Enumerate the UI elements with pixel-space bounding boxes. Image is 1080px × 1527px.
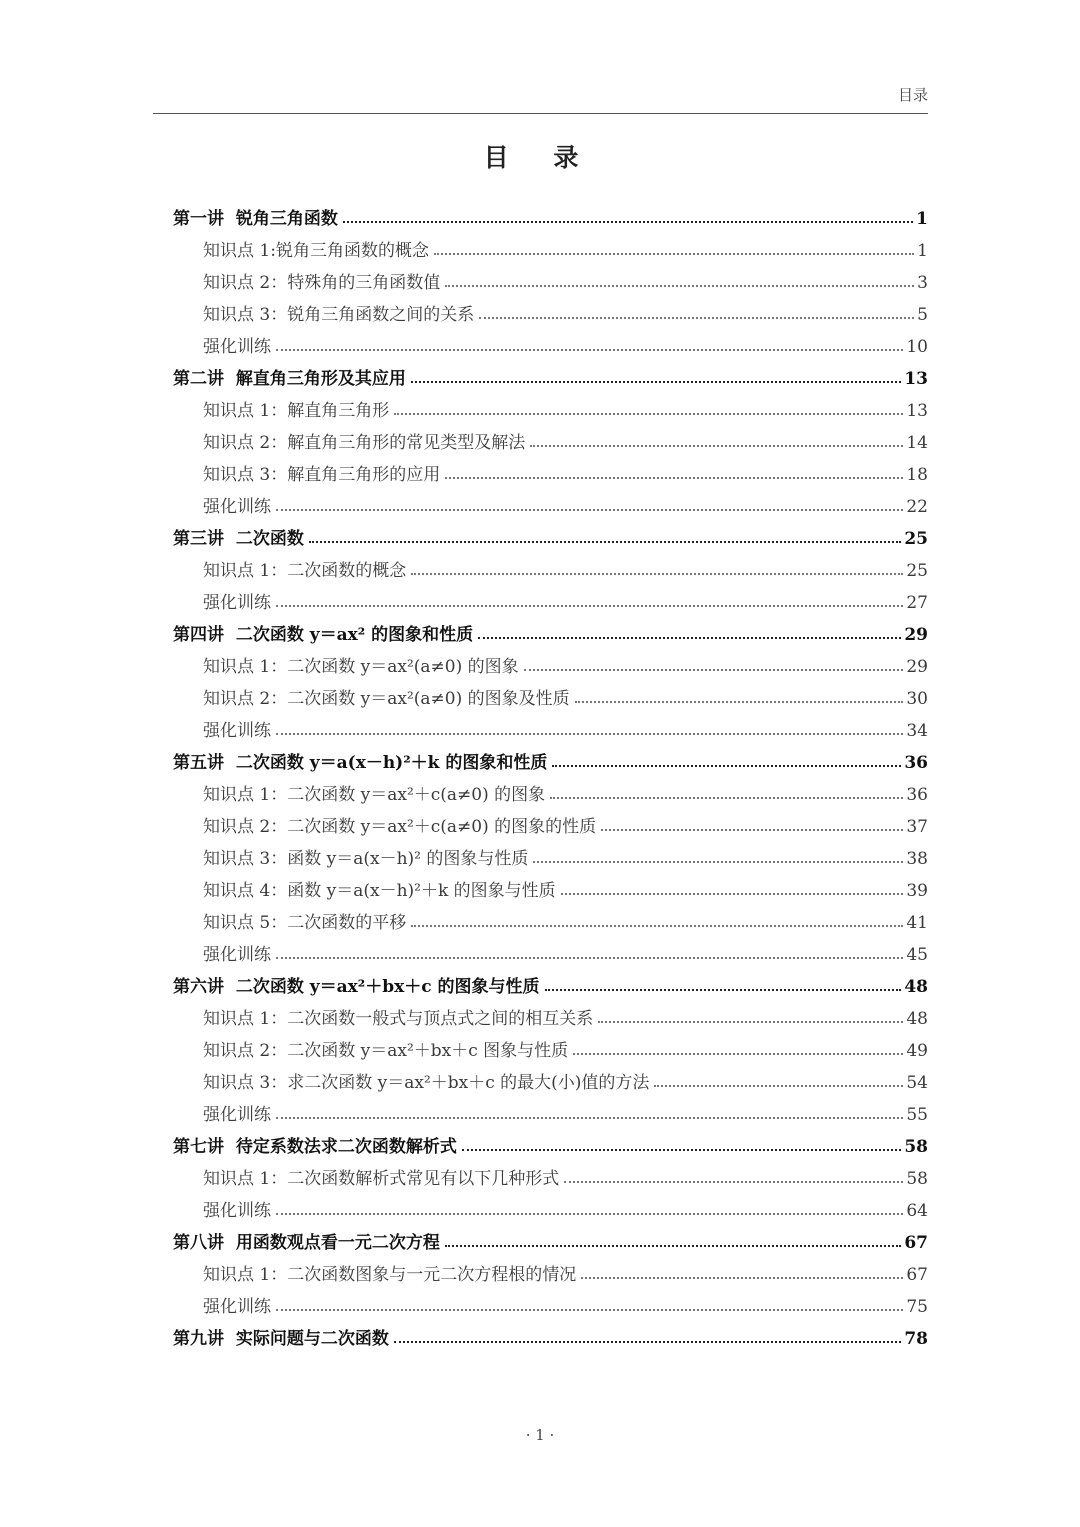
toc-page-number: 29	[906, 657, 928, 677]
dot-leader	[550, 797, 903, 799]
dot-leader	[598, 1021, 903, 1023]
toc-page-number: 10	[906, 337, 928, 357]
toc-subsection-entry[interactable]	[173, 453, 928, 485]
toc-lecture-entry[interactable]	[173, 741, 928, 773]
toc-page-number: 78	[904, 1329, 928, 1349]
toc-subsection-entry[interactable]	[173, 645, 928, 677]
toc-subsection-entry[interactable]	[173, 709, 928, 741]
toc-page-number: 58	[906, 1169, 928, 1189]
dot-leader	[343, 221, 913, 223]
toc-entry-title: 强化训练	[203, 1201, 271, 1221]
toc-page-number: 38	[906, 849, 928, 869]
dot-leader	[462, 1149, 901, 1151]
dot-leader	[575, 701, 904, 703]
toc-entry-title: 知识点 1：二次函数解析式常见有以下几种形式	[203, 1169, 560, 1189]
toc-entry-title: 强化训练	[203, 721, 271, 741]
toc-entry-title: 知识点 1：解直角三角形	[203, 401, 390, 421]
toc-entry-title: 知识点 1：二次函数的概念	[203, 561, 407, 581]
dot-leader	[445, 477, 903, 479]
dot-leader	[524, 669, 904, 671]
toc-page-number: 58	[904, 1137, 928, 1157]
toc-subsection-entry[interactable]	[173, 1061, 928, 1093]
toc-entry-title: 知识点 1：二次函数 y＝ax²(a≠0) 的图象	[203, 657, 519, 677]
dot-leader	[411, 573, 903, 575]
dot-leader	[581, 1277, 903, 1279]
toc-entry-title: 知识点 2：二次函数 y＝ax²＋bx＋c 图象与性质	[203, 1041, 569, 1061]
toc-subsection-entry[interactable]	[173, 677, 928, 709]
dot-leader	[394, 413, 903, 415]
toc-page-number: 30	[906, 689, 928, 709]
toc-page-number: 13	[904, 369, 928, 389]
dot-leader	[445, 1245, 901, 1247]
table-of-contents	[173, 197, 928, 1349]
toc-entry-title: 知识点 5：二次函数的平移	[203, 913, 407, 933]
dot-leader	[561, 893, 904, 895]
toc-subsection-entry[interactable]	[173, 773, 928, 805]
toc-entry-title: 第九讲 实际问题与二次函数	[173, 1329, 389, 1349]
dot-leader	[394, 1341, 901, 1343]
toc-entry-title: 知识点 1：二次函数 y＝ax²＋c(a≠0) 的图象	[203, 785, 546, 805]
toc-entry-title: 知识点 4：函数 y＝a(x－h)²＋k 的图象与性质	[203, 881, 556, 901]
running-header-title: 目录	[897, 86, 928, 104]
toc-entry-title: 第四讲 二次函数 y＝ax² 的图象和性质	[173, 625, 474, 645]
toc-entry-title: 第七讲 待定系数法求二次函数解析式	[173, 1137, 457, 1157]
toc-page-number: 1	[917, 241, 928, 261]
dot-leader	[276, 1213, 903, 1215]
toc-subsection-entry[interactable]	[173, 549, 928, 581]
dot-leader	[573, 1053, 903, 1055]
toc-entry-title: 第二讲 解直角三角形及其应用	[173, 369, 406, 389]
toc-subsection-entry[interactable]	[173, 1189, 928, 1221]
toc-entry-title: 知识点 3：解直角三角形的应用	[203, 465, 441, 485]
toc-page-number: 25	[906, 561, 928, 581]
toc-page-number: 67	[904, 1233, 928, 1253]
toc-subsection-entry[interactable]	[173, 485, 928, 517]
toc-page-number: 29	[904, 625, 928, 645]
toc-entry-title: 知识点 2：特殊角的三角函数值	[203, 273, 441, 293]
toc-page-number: 36	[904, 753, 928, 773]
toc-subsection-entry[interactable]	[173, 901, 928, 933]
toc-lecture-entry[interactable]	[173, 965, 928, 997]
toc-lecture-entry[interactable]	[173, 517, 928, 549]
running-header	[153, 84, 928, 114]
toc-lecture-title: 锐角三角函数	[235, 209, 338, 229]
dot-leader	[478, 637, 901, 639]
toc-entry-title	[173, 204, 338, 229]
toc-subsection-entry[interactable]	[173, 997, 928, 1029]
toc-gap	[224, 209, 236, 229]
toc-subsection-entry[interactable]	[173, 1093, 928, 1125]
dot-leader	[445, 285, 914, 287]
toc-page-number: 27	[906, 593, 928, 613]
toc-entry-title: 强化训练	[203, 1105, 271, 1125]
toc-entry-title: 知识点 2：二次函数 y＝ax²＋c(a≠0) 的图象的性质	[203, 817, 597, 837]
dot-leader	[533, 861, 903, 863]
dot-leader	[654, 1085, 903, 1087]
toc-subsection-entry[interactable]	[173, 805, 928, 837]
dot-leader	[479, 317, 914, 319]
toc-subsection-entry[interactable]	[173, 325, 928, 357]
dot-leader	[411, 381, 901, 383]
dot-leader	[601, 829, 903, 831]
dot-leader	[309, 541, 901, 543]
toc-page-number: 54	[906, 1073, 928, 1093]
dot-leader	[276, 1117, 903, 1119]
toc-entry-title: 知识点 3：锐角三角函数之间的关系	[203, 305, 475, 325]
toc-entry-title: 知识点 1:锐角三角函数的概念	[203, 241, 429, 261]
toc-lecture-entry[interactable]	[173, 613, 928, 645]
toc-entry-title: 强化训练	[203, 337, 271, 357]
dot-leader	[276, 1309, 903, 1311]
toc-page-number: 22	[906, 497, 928, 517]
toc-page-number: 41	[906, 913, 928, 933]
toc-entry-title: 知识点 3：函数 y＝a(x－h)² 的图象与性质	[203, 849, 529, 869]
toc-subsection-entry[interactable]	[173, 421, 928, 453]
toc-page-number: 48	[906, 1009, 928, 1029]
toc-page-number: 13	[906, 401, 928, 421]
toc-entry-title: 知识点 2：解直角三角形的常见类型及解法	[203, 433, 526, 453]
toc-lecture-entry[interactable]	[173, 1125, 928, 1157]
toc-entry-title: 强化训练	[203, 945, 271, 965]
toc-subsection-entry[interactable]	[173, 1157, 928, 1189]
dot-leader	[545, 989, 902, 991]
dot-leader	[276, 509, 903, 511]
toc-page-number: 34	[906, 721, 928, 741]
toc-entry-title: 知识点 1：二次函数一般式与顶点式之间的相互关系	[203, 1009, 594, 1029]
toc-lecture-entry[interactable]	[173, 197, 928, 229]
dot-leader	[276, 957, 903, 959]
toc-lecture-prefix: 第一讲	[173, 209, 224, 229]
toc-subsection-entry[interactable]	[173, 229, 928, 261]
toc-entry-title: 知识点 2：二次函数 y＝ax²(a≠0) 的图象及性质	[203, 689, 570, 709]
toc-page-number: 64	[906, 1201, 928, 1221]
toc-entry-title: 知识点 3：求二次函数 y＝ax²＋bx＋c 的最大(小)值的方法	[203, 1073, 650, 1093]
toc-subsection-entry[interactable]	[173, 1285, 928, 1317]
toc-entry-title: 第八讲 用函数观点看一元二次方程	[173, 1233, 440, 1253]
toc-subsection-entry[interactable]	[173, 261, 928, 293]
toc-subsection-entry[interactable]	[173, 581, 928, 613]
toc-entry-title: 强化训练	[203, 497, 271, 517]
page-title: 目 录	[483, 143, 597, 172]
toc-page-number: 3	[917, 273, 928, 293]
toc-subsection-entry[interactable]	[173, 933, 928, 965]
toc-lecture-entry[interactable]	[173, 1317, 928, 1349]
toc-entry-title: 知识点 1：二次函数图象与一元二次方程根的情况	[203, 1265, 577, 1285]
toc-subsection-entry[interactable]	[173, 837, 928, 869]
toc-entry-title: 第三讲 二次函数	[173, 529, 304, 549]
dot-leader	[564, 1181, 903, 1183]
toc-page-number: 45	[906, 945, 928, 965]
toc-page-number: 39	[906, 881, 928, 901]
toc-page-number: 5	[917, 305, 928, 325]
toc-entry-title: 第六讲 二次函数 y＝ax²＋bx＋c 的图象与性质	[173, 977, 540, 997]
toc-page-number: 36	[906, 785, 928, 805]
toc-page-number: 37	[906, 817, 928, 837]
toc-page-number: 67	[906, 1265, 928, 1285]
toc-subsection-entry[interactable]	[173, 293, 928, 325]
toc-entry-title: 第五讲 二次函数 y＝a(x－h)²＋k 的图象和性质	[173, 753, 548, 773]
toc-subsection-entry[interactable]	[173, 1029, 928, 1061]
toc-page-number: 25	[904, 529, 928, 549]
toc-page-number: 18	[906, 465, 928, 485]
toc-page-number: 14	[906, 433, 928, 453]
dot-leader	[276, 349, 903, 351]
dot-leader	[434, 253, 914, 255]
dot-leader	[530, 445, 903, 447]
dot-leader	[276, 605, 903, 607]
dot-leader	[552, 765, 901, 767]
toc-subsection-entry[interactable]	[173, 389, 928, 421]
toc-page-number: 49	[906, 1041, 928, 1061]
toc-lecture-entry[interactable]	[173, 1221, 928, 1253]
toc-entry-title: 强化训练	[203, 593, 271, 613]
toc-page-number: 75	[906, 1297, 928, 1317]
dot-leader	[276, 733, 903, 735]
toc-subsection-entry[interactable]	[173, 1253, 928, 1285]
toc-entry-title: 强化训练	[203, 1297, 271, 1317]
toc-page-number: 48	[904, 977, 928, 997]
toc-page-number: 55	[906, 1105, 928, 1125]
toc-subsection-entry[interactable]	[173, 869, 928, 901]
toc-lecture-entry[interactable]	[173, 357, 928, 389]
toc-page-number: 1	[916, 209, 928, 229]
dot-leader	[411, 925, 903, 927]
page-number: · 1 ·	[525, 1426, 555, 1444]
